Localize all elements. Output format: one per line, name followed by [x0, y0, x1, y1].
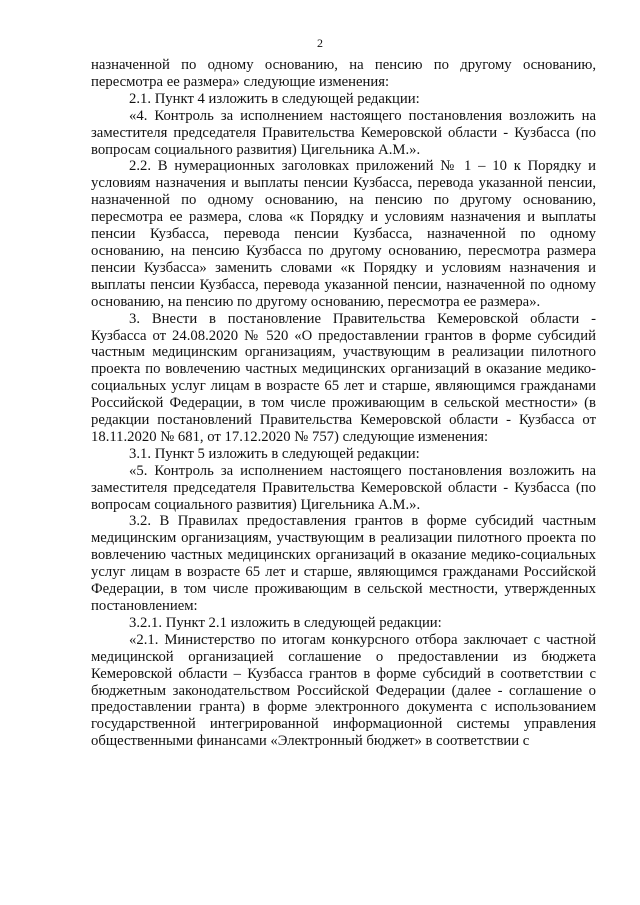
paragraph: 3.1. Пункт 5 изложить в следующей редакции: [129, 445, 420, 462]
paragraph: 2.1. Пункт 4 изложить в следующей редакции: [129, 90, 420, 107]
page-number: 2 [317, 36, 323, 50]
paragraph: «5. Контроль за исполнением настоящего постановления возложить на заместителя председателя Правительства Кемеровской области - Кузбасса (по вопросам социального развития) Цигельника А.М.». [91, 462, 596, 513]
paragraph: назначенной по одному основанию, на пенсию по другому основанию, пересмотра ее размера» следующие изменения: [91, 57, 596, 90]
paragraph: 3.2. В Правилах предоставления грантов в форме субсидий частным медицинским организациям, участвующим в реализации пилотного проекта по вовлечению частных медицинских организаций в оказание медико-социальных услуг лицам в возрасте 65 лет и старше, являющимся гражданами Российской Федерации, в том числе проживающим в сельской местности, утвержденных постановлением: [91, 513, 596, 614]
paragraph: 3. Внести в постановление Правительства Кемеровской области - Кузбасса от 24.08.2020 № 520 «О предоставлении грантов в форме субсидий частным медицинским организациям, участвующим в реализации пилотного проекта по вовлечению частных медицинских организаций в оказание медико-социальных услуг лицам в возрасте 65 лет и старше, являющимся гражданами Российской Федерации, в том числе проживающим в сельской местности» (в редакции постановлений Правительства Кемеровской области - Кузбасса от 18.11.2020 № 681, от 17.12.2020 № 757) следующие изменения: [91, 310, 596, 445]
paragraph: 2.2. В нумерационных заголовках приложений № 1 – 10 к Порядку и условиям назначения и выплаты пенсии Кузбасса, перевода указанной пенсии, назначенной по одному основанию, на пенсию по другому основанию, пересмотра ее размера, слова «к Порядку и условиям назначения и выплаты пенсии Кузбасса, перевода пенсии Кузбасса, назначенной по одному основанию, на пенсию Кузбасса по другому основанию, пересмотра размера пенсии Кузбасса» заменить словами «к Порядку и условиям назначения и выплаты пенсии Кузбасса, перевода указанной пенсии, назначенной по одному основанию, на пенсию по другому основанию, пересмотра ее размера». [91, 158, 596, 310]
paragraph: «2.1. Министерство по итогам конкурсного отбора заключает с частной медицинской организацией соглашение о предоставлении из бюджета Кемеровской области – Кузбасса грантов в форме субсидий в соответствии с бюджетным законодательством Российской Федерации (далее - соглашение о предоставлении гранта) в форме электронного документа с использованием государственной интегрированной информационной системы управления общественными финансами «Электронный бюджет» в соответствии с [91, 631, 596, 750]
paragraph: 3.2.1. Пункт 2.1 изложить в следующей редакции: [129, 614, 442, 631]
paragraph: «4. Контроль за исполнением настоящего постановления возложить на заместителя председателя Правительства Кемеровской области - Кузбасса (по вопросам социального развития) Цигельника А.М.». [91, 107, 596, 158]
document-body [91, 57, 596, 750]
